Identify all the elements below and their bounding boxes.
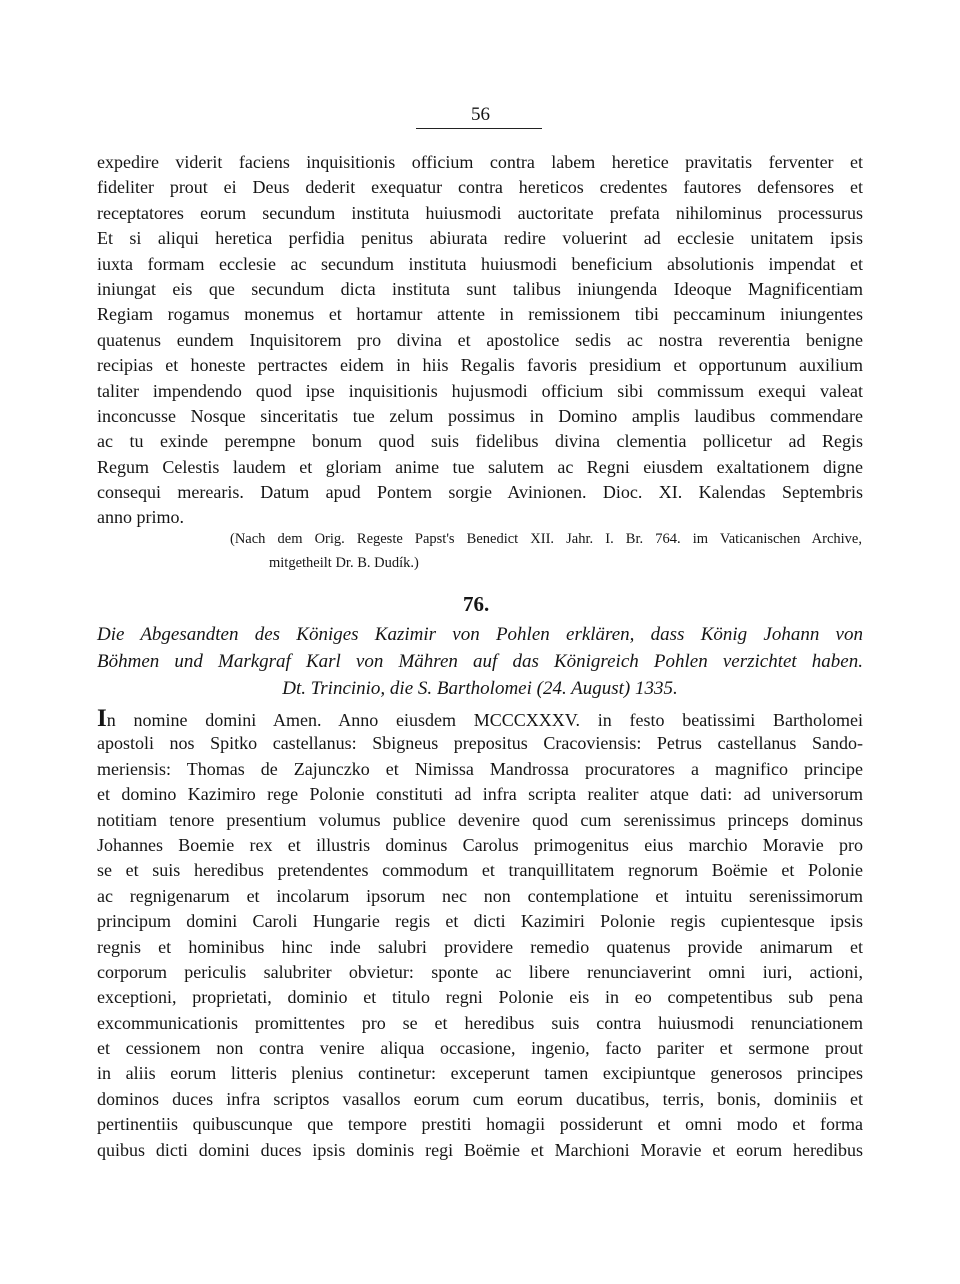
text-line: ac regnigenarum et incolarum ipsorum nec non contemplatione et intuitu serenissimorum bbox=[97, 885, 863, 906]
text-line: apostoli nos Spitko castellanus: Sbigneus prepositus Cracoviensis: Petrus castellanus Sando- bbox=[97, 733, 863, 754]
text-line: dominos duces infra scriptos vasallos eorum cum eorum ducatibus, terris, bonis, dominiis et bbox=[97, 1088, 863, 1109]
text-line: quibus dicti domini duces ipsis dominis regi Boëmie et Marchioni Moravie et eorum heredibus bbox=[97, 1139, 863, 1160]
text-line: meriensis: Thomas de Zajunczko et Nimissa Mandrossa procuratores a magnifico principe bbox=[97, 758, 863, 779]
text-line: iniungat eis que secundum dicta instituta sunt talibus iniungenda Ideoque Magnificentiam bbox=[97, 278, 863, 299]
text-line: expedire viderit faciens inquisitionis officium contra labem heretice pravitatis ferventer et bbox=[97, 152, 863, 172]
heading-date-line: Dt. Trincinio, die S. Bartholomei (24. August) 1335. bbox=[282, 678, 678, 699]
text-line: receptatores eorum secundum instituta huiusmodi auctoritate prefata nihilominus processurus bbox=[97, 202, 863, 223]
text-line: Johannes Boemie rex et illustris dominus Carolus primogenitus eius marchio Moravie pro bbox=[97, 834, 863, 855]
heading-line: Die Abgesandten des Königes Kazimir von Pohlen erklären, dass König Johann von bbox=[97, 624, 863, 645]
document-heading bbox=[97, 621, 863, 702]
text-line: notitiam tenore presentium volumus publice devenire quod cum serenissimus princeps dominus bbox=[97, 809, 863, 830]
source-note-continued: mitgetheilt Dr. B. Dudík.) bbox=[269, 555, 419, 571]
text-line: consequi merearis. Datum apud Pontem sorgie Avinionen. Dioc. XI. Kalendas Septembris bbox=[97, 482, 863, 503]
page-number: 56 bbox=[471, 104, 490, 125]
text-line: fideliter prout ei Deus dederit exequatur contra hereticos credentes fautores defensores et bbox=[97, 177, 863, 198]
document-number: 76. bbox=[463, 592, 490, 616]
charter-text-paragraph bbox=[97, 706, 863, 1163]
text-line: Et si aliqui heretica perfidia penitus abiurata redire voluerint ad ecclesie unitatem ipsis bbox=[97, 228, 863, 249]
first-line-text: n nomine domini Amen. Anno eiusdem MCCCXXXV. in festo beatissimi Bartholomei bbox=[106, 710, 863, 730]
text-line: corporum periculis salubriter obvietur: sponte ac libere renunciaverint omni iuri, actioni, bbox=[97, 961, 863, 982]
text-line-first bbox=[97, 706, 863, 731]
text-line: Regum Celestis laudem et gloriam anime tue salutem ac Regni eiusdem exaltationem digne bbox=[97, 456, 863, 477]
text-line: iuxta formam ecclesie ac secundum instituta huiusmodi beneficium absolutionis impendat et bbox=[97, 253, 863, 274]
text-line: inconcusse Nosque sinceritatis tue zelum possimus in Domino amplis laudibus commendare bbox=[97, 405, 863, 426]
header-rule bbox=[416, 128, 542, 129]
source-note: (Nach dem Orig. Regeste Papst's Benedict XII. Jahr. I. Br. 764. im Vaticanischen Archive, bbox=[230, 531, 862, 547]
text-line: anno primo. bbox=[97, 507, 184, 528]
text-line: exceptioni, proprietati, dominio et titulo regni Polonie eis in eo competentibus sub pena bbox=[97, 987, 863, 1008]
text-line: principum domini Caroli Hungarie regis et dicti Kazimiri Polonie regis cupientesque ipsis bbox=[97, 911, 863, 932]
text-line: quatenus eundem Inquisitorem pro divina et apostolice sedis ac nostra reverentia benigne bbox=[97, 329, 863, 350]
letter-text-paragraph bbox=[97, 150, 863, 531]
text-line: Regiam rogamus monemus et hortamur attente in remissionem tibi peccaminum iniungentes bbox=[97, 304, 863, 325]
text-line: recipias et honeste pertractes eidem in hiis Regalis favoris presidium et opportunum auxilium bbox=[97, 355, 863, 376]
text-line: et cessionem non contra venire aliqua occasione, ingenio, facto pariter et sermone prout bbox=[97, 1038, 863, 1059]
text-line: excommunicationis promittentes pro se et heredibus suis contra huiusmodi renunciationem bbox=[97, 1012, 863, 1033]
text-line: pertinentiis quibuscunque que tempore prestiti homagii possiderunt et omni modo et forma bbox=[97, 1114, 863, 1135]
initial-letter: I bbox=[97, 706, 107, 732]
heading-line: Böhmen und Markgraf Karl von Mähren auf das Königreich Pohlen verzichtet haben. bbox=[97, 651, 863, 672]
text-line: in aliis eorum litteris plenius continetur: exceperunt tamen excipiuntque generosos principes bbox=[97, 1063, 863, 1084]
text-line: se et suis heredibus pretendentes commodum et tranquillitatem regnorum Boëmie et Polonie bbox=[97, 860, 863, 881]
text-line: regnis et hominibus hinc inde salubri providere remedio quatenus provide animarum et bbox=[97, 936, 863, 957]
text-line: et domino Kazimiro rege Polonie constituti ad infra scripta realiter atque dati: ad universorum bbox=[97, 784, 863, 805]
text-line: ac tu exinde perempne bonum quod suis fidelibus divina clementia pollicetur ad Regis bbox=[97, 431, 863, 452]
text-line: taliter impendendo quod ipse inquisitionis hujusmodi officium sibi commissum exequi valeat bbox=[97, 380, 863, 401]
